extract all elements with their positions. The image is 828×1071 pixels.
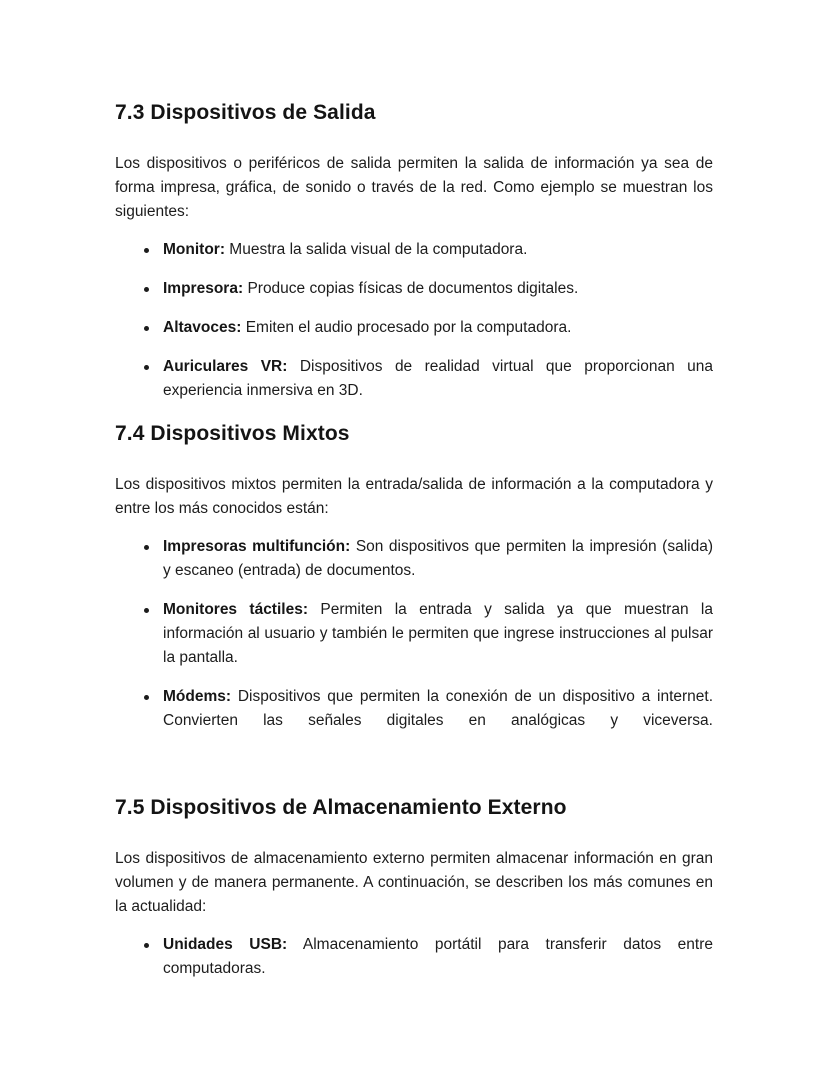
section-heading: 7.5 Dispositivos de Almacenamiento Externo xyxy=(115,796,567,819)
bullet-list xyxy=(115,933,713,981)
section-intro: Los dispositivos de almacenamiento externo permiten almacenar información en gran volumen y de manera permanente. A continuación, se describen los más comunes en la actualidad: xyxy=(115,850,713,915)
section-output-devices xyxy=(115,100,713,403)
bullet-description: Dispositivos de realidad virtual que proporcionan una experiencia inmersiva en 3D. xyxy=(163,358,713,399)
section-intro: Los dispositivos mixtos permiten la entrada/salida de información a la computadora y entre los más conocidos están: xyxy=(115,476,713,517)
list-item xyxy=(115,685,713,733)
bullet-description: Muestra la salida visual de la computadora. xyxy=(229,241,528,258)
bullet-list xyxy=(115,535,713,733)
bullet-term: Monitores táctiles: xyxy=(163,601,308,618)
section-heading: 7.4 Dispositivos Mixtos xyxy=(115,422,350,445)
section-external-storage xyxy=(115,795,713,981)
bullet-icon xyxy=(144,365,149,370)
list-item xyxy=(115,355,713,403)
bullet-description: Emiten el audio procesado por la computadora. xyxy=(245,319,572,336)
bullet-icon xyxy=(144,287,149,292)
list-item xyxy=(115,598,713,670)
list-item xyxy=(115,316,713,340)
section-mixed-devices xyxy=(115,421,713,733)
bullet-icon xyxy=(144,248,149,253)
bullet-description: Produce copias físicas de documentos digitales. xyxy=(247,280,579,297)
bullet-icon xyxy=(144,943,149,948)
bullet-description: Dispositivos que permiten la conexión de un dispositivo a internet. Convierten las señales digitales en analógicas y viceversa. xyxy=(163,688,714,729)
bullet-icon xyxy=(144,608,149,613)
bullet-icon xyxy=(144,695,149,700)
list-item xyxy=(115,238,713,262)
bullet-icon xyxy=(144,326,149,331)
bullet-description: Permiten la entrada y salida ya que muestran la información al usuario y también le permiten que ingrese instrucciones al pulsar la pantalla. xyxy=(163,601,713,666)
list-item xyxy=(115,535,713,583)
bullet-term: Impresora: xyxy=(163,280,244,297)
section-heading: 7.3 Dispositivos de Salida xyxy=(115,101,376,124)
list-item xyxy=(115,277,713,301)
bullet-term: Monitor: xyxy=(163,241,225,258)
bullet-term: Módems: xyxy=(163,688,232,705)
bullet-term: Unidades USB: xyxy=(163,936,288,953)
bullet-term: Auriculares VR: xyxy=(163,358,288,375)
list-item xyxy=(115,933,713,981)
bullet-icon xyxy=(144,545,149,550)
bullet-description: Almacenamiento portátil para transferir datos entre computadoras. xyxy=(163,936,713,977)
section-intro: Los dispositivos o periféricos de salida permiten la salida de información ya sea de forma impresa, gráfica, de sonido o través de la red. Como ejemplo se muestran los siguientes: xyxy=(115,155,713,220)
bullet-term: Impresoras multifunción: xyxy=(163,538,351,555)
bullet-description: Son dispositivos que permiten la impresión (salida) y escaneo (entrada) de documentos. xyxy=(163,538,713,579)
bullet-term: Altavoces: xyxy=(163,319,242,336)
bullet-list xyxy=(115,238,713,403)
